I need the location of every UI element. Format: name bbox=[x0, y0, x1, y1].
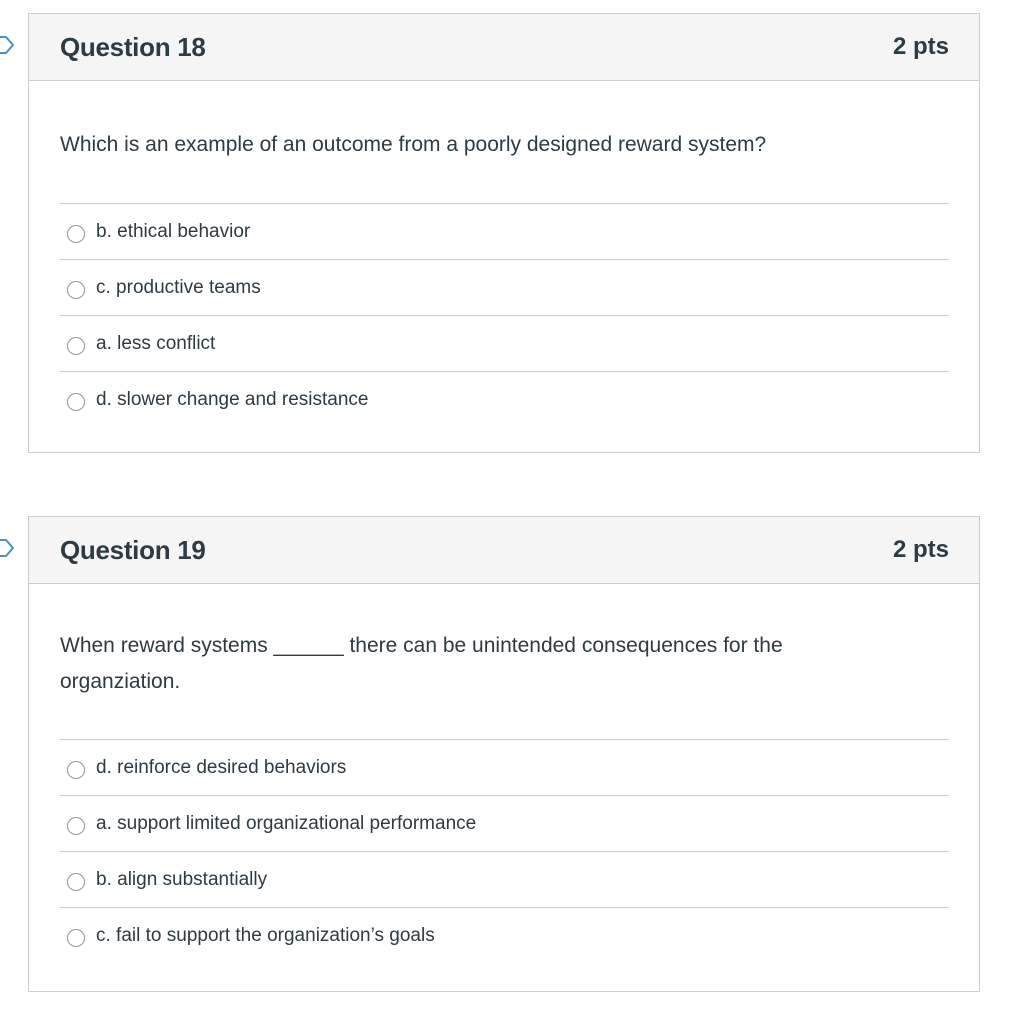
radio-unselected-icon[interactable] bbox=[67, 929, 85, 947]
radio-unselected-icon[interactable] bbox=[67, 337, 85, 355]
question-body bbox=[29, 584, 979, 964]
answer-list bbox=[60, 203, 949, 428]
answer-list bbox=[60, 739, 949, 964]
answer-label[interactable]: d. slower change and resistance bbox=[96, 389, 369, 410]
question-19 bbox=[28, 516, 980, 992]
question-header bbox=[29, 14, 979, 81]
answer-label[interactable]: a. support limited organizational performance bbox=[96, 812, 477, 834]
radio-unselected-icon[interactable] bbox=[67, 761, 85, 779]
answer-option[interactable] bbox=[60, 908, 949, 964]
answer-option[interactable] bbox=[60, 852, 949, 908]
radio-unselected-icon[interactable] bbox=[67, 281, 85, 299]
question-text-line: When reward systems ______ there can be unintended consequences for the bbox=[60, 634, 783, 657]
answer-option[interactable] bbox=[60, 316, 949, 372]
answer-label[interactable]: c. productive teams bbox=[96, 276, 261, 298]
answer-label[interactable]: b. align substantially bbox=[96, 868, 268, 890]
question-points: 2 pts bbox=[892, 536, 949, 563]
question-header bbox=[29, 517, 979, 584]
question-points: 2 pts bbox=[892, 33, 949, 60]
question-title: Question 18 bbox=[60, 31, 206, 62]
radio-unselected-icon[interactable] bbox=[67, 817, 85, 835]
question-18 bbox=[28, 13, 980, 453]
answer-option[interactable] bbox=[60, 796, 949, 852]
radio-unselected-icon[interactable] bbox=[67, 225, 85, 243]
answer-label[interactable]: a. less conflict bbox=[96, 332, 216, 354]
question-text: Which is an example of an outcome from a poorly designed reward system? bbox=[60, 133, 767, 156]
radio-unselected-icon[interactable] bbox=[67, 393, 85, 411]
answer-option[interactable] bbox=[60, 740, 949, 796]
question-title: Question 19 bbox=[60, 534, 206, 565]
answer-label[interactable]: b. ethical behavior bbox=[96, 220, 251, 242]
question-text bbox=[60, 584, 949, 739]
flag-question-icon[interactable] bbox=[0, 34, 16, 56]
flag-question-icon[interactable] bbox=[0, 537, 16, 559]
answer-option[interactable] bbox=[60, 204, 949, 260]
answer-option[interactable] bbox=[60, 260, 949, 316]
question-body bbox=[29, 81, 979, 428]
question-text-line: organziation. bbox=[60, 670, 181, 693]
radio-unselected-icon[interactable] bbox=[67, 873, 85, 891]
answer-option[interactable] bbox=[60, 372, 949, 428]
answer-label[interactable]: d. reinforce desired behaviors bbox=[96, 756, 347, 778]
answer-label[interactable]: c. fail to support the organization’s goals bbox=[96, 925, 435, 946]
